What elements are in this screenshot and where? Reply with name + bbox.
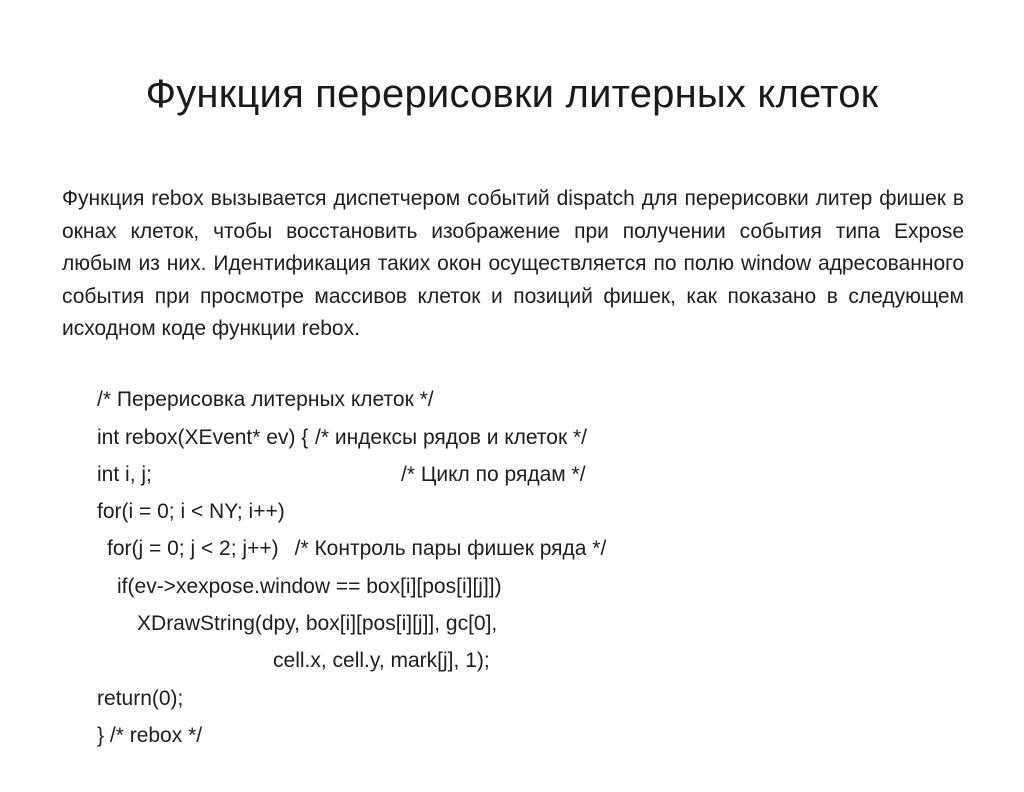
- code-text: if(ev->xexpose.window == box[i][pos[i][j]]): [117, 574, 502, 598]
- code-text: cell.x, cell.y, mark[j], 1);: [273, 649, 490, 673]
- code-comment: /* индексы рядов и клеток */: [315, 425, 588, 449]
- slide-title: Функция перерисовки литерных клеток: [145, 72, 879, 116]
- code-text: int rebox(XEvent* ev) {: [97, 425, 309, 449]
- description-paragraph: Функция rebox вызывается диспетчером событий dispatch для перерисовки литер фишек в окнах клеток, чтобы восстановить изображение при получении события типа Expose любым из них. Идентификация таких окон осуществляется по полю window адресованного события при просмотре массивов клеток и позиций фишек, как показано в следующем исходном коде функции rebox.: [62, 187, 964, 340]
- code-line-condition: [62, 530, 964, 598]
- code-text: return(0);: [97, 686, 184, 710]
- code-text: } /* rebox */: [97, 723, 203, 747]
- code-text: for(i = 0; i < NY; i++): [97, 500, 285, 524]
- code-text: int i, j;: [97, 462, 152, 486]
- code-line-outer-loop: [62, 456, 964, 524]
- code-text: XDrawString(dpy, box[i][pos[i][j]], gc[0],: [137, 612, 498, 636]
- code-comment: /* Контроль пары фишек ряда */: [294, 537, 607, 561]
- code-listing: [62, 344, 964, 747]
- code-text: for(j = 0; j < 2; j++): [107, 537, 279, 561]
- code-line-return: [62, 642, 964, 710]
- code-comment: /* Цикл по рядам */: [401, 462, 586, 486]
- code-line-draw-args: [62, 605, 964, 673]
- code-line-inner-loop: [62, 493, 964, 561]
- code-line-draw-call: [62, 568, 964, 636]
- code-text: /* Перерисовка литерных клеток */: [97, 388, 434, 412]
- code-line-comment-header: [62, 344, 964, 412]
- code-line-close: [62, 680, 964, 747]
